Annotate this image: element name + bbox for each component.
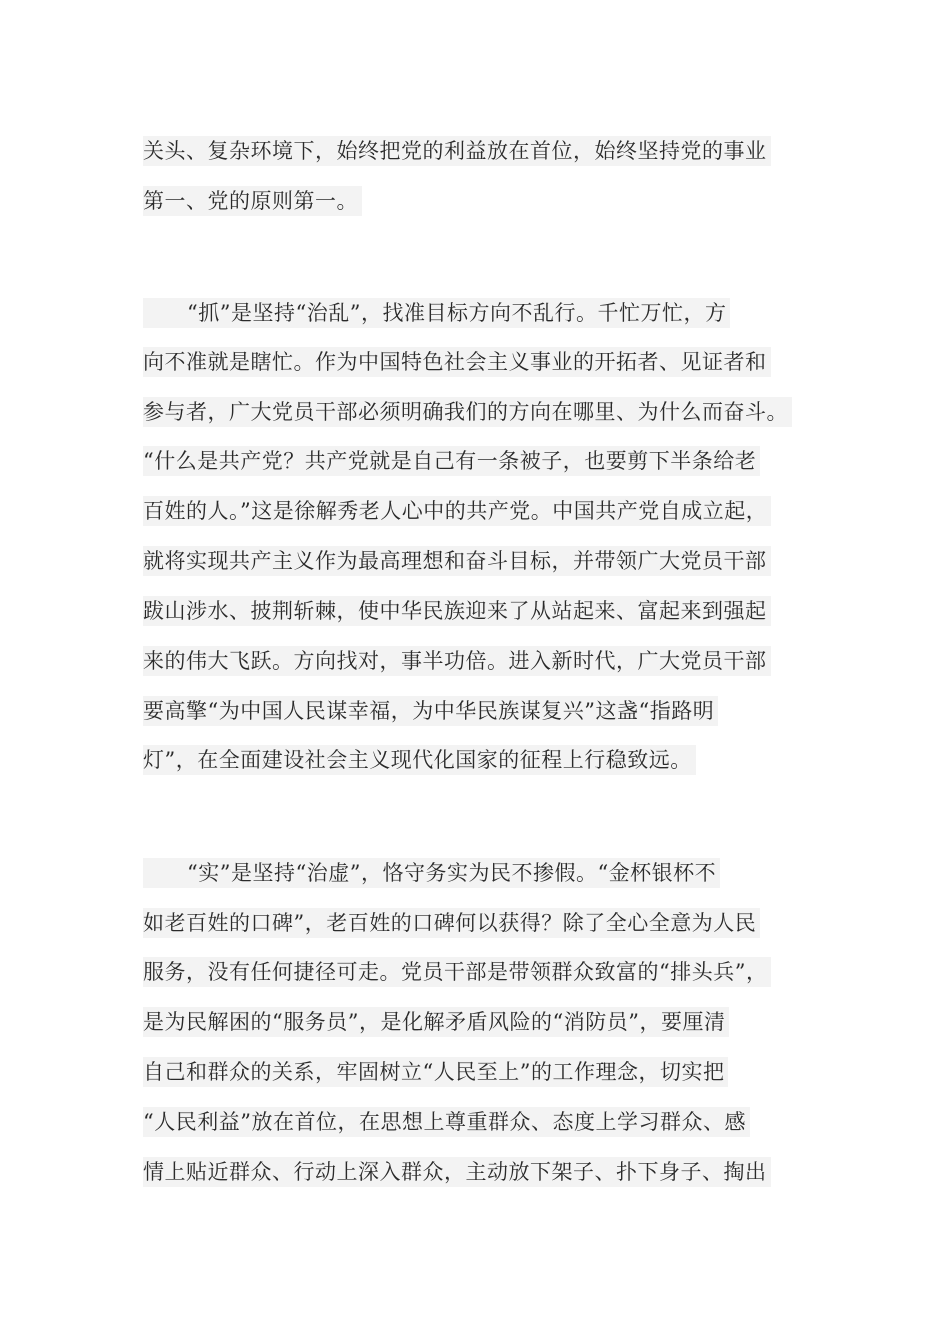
text-line: 服务，没有任何捷径可走。党员干部是带领群众致富的“排头兵”， [143,957,771,987]
text-line: 情上贴近群众、行动上深入群众，主动放下架子、扑下身子、掏出 [143,1157,771,1187]
text-line: 第一、党的原则第一。 [143,186,362,216]
text-line: 要高擎“为中国人民谋幸福，为中华民族谋复兴”这盏“指路明 [143,696,718,726]
text-line: 百姓的人。”这是徐解秀老人心中的共产党。中国共产党自成立起， [143,496,771,526]
text-line: 自己和群众的关系，牢固树立“人民至上”的工作理念，切实把 [143,1057,728,1087]
text-line: 就将实现共产主义作为最高理想和奋斗目标，并带领广大党员干部 [143,546,771,576]
text-line: 是为民解困的“服务员”，是化解矛盾风险的“消防员”，要厘清 [143,1007,729,1037]
text-line: 跋山涉水、披荆斩棘，使中华民族迎来了从站起来、富起来到强起 [143,596,771,626]
text-line: 来的伟大飞跃。方向找对，事半功倍。进入新时代，广大党员干部 [143,646,771,676]
text-line: “人民利益”放在首位，在思想上尊重群众、态度上学习群众、感 [143,1107,750,1137]
text-line: “抓”是坚持“治乱”，找准目标方向不乱行。千忙万忙，方 [143,298,730,328]
text-line: 参与者，广大党员干部必须明确我们的方向在哪里、为什么而奋斗。 [143,397,792,427]
text-line: 关头、复杂环境下，始终把党的利益放在首位，始终坚持党的事业 [143,136,771,166]
text-line: 灯”，在全面建设社会主义现代化国家的征程上行稳致远。 [143,745,696,775]
text-line: “什么是共产党？共产党就是自己有一条被子，也要剪下半条给老 [143,446,760,476]
text-line: 如老百姓的口碑”，老百姓的口碑何以获得？除了全心全意为人民 [143,908,760,938]
text-line: “实”是坚持“治虚”，恪守务实为民不掺假。“金杯银杯不 [143,858,720,888]
text-line: 向不准就是瞎忙。作为中国特色社会主义事业的开拓者、见证者和 [143,347,771,377]
